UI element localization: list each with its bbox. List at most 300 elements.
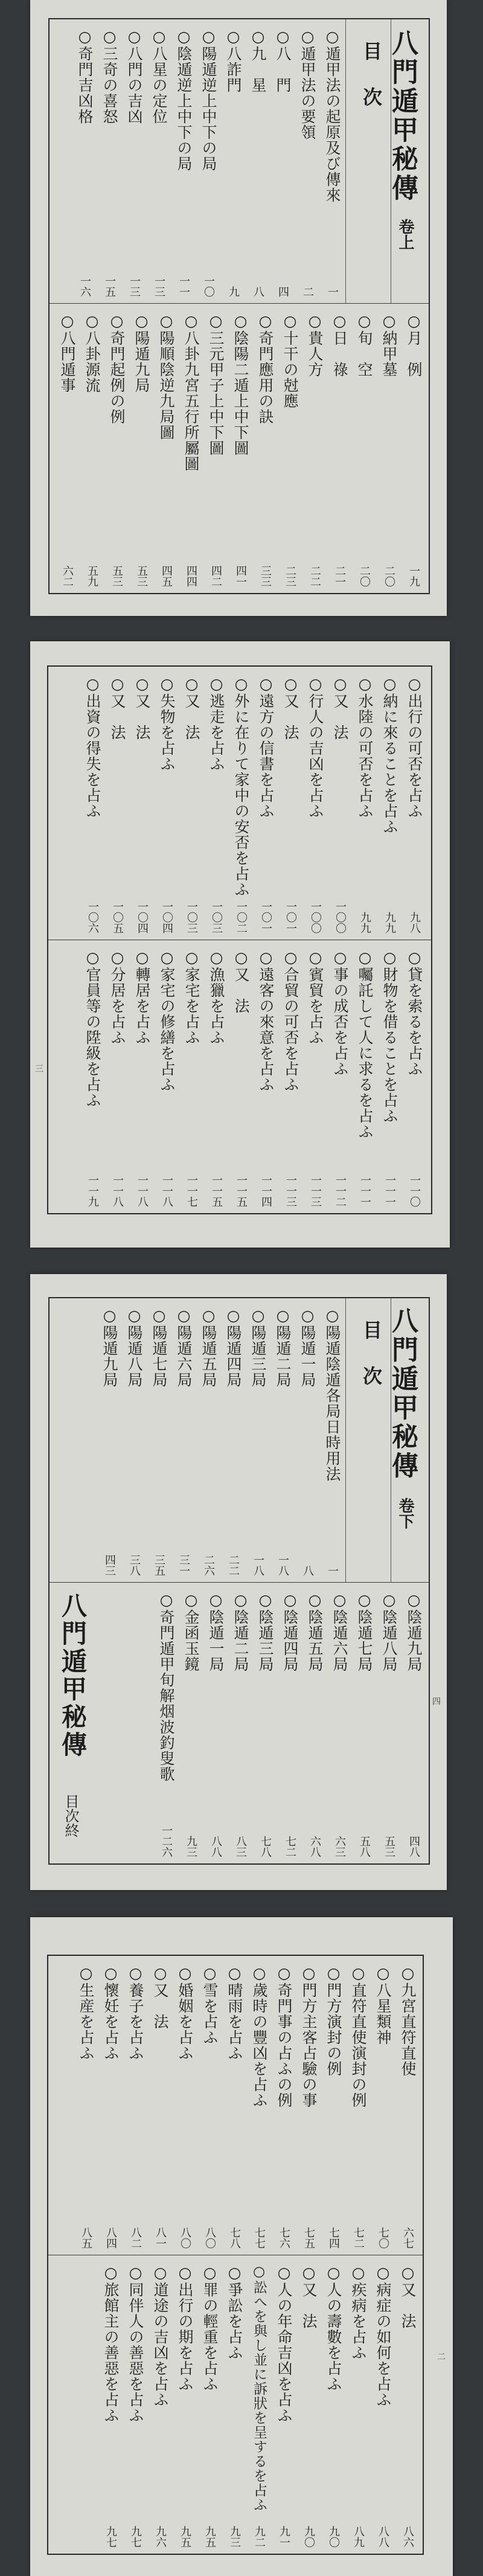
toc-entry-page: 一六 [78,275,91,297]
toc-entry-page: 七四 [327,2227,340,2249]
toc-entry-page: 九三 [185,1836,197,1857]
toc-entry-title: ○又 法 [282,675,299,740]
toc-entry-page: 八 [252,286,264,297]
toc-entry-page: 八〇 [179,2227,191,2249]
toc-entry-page: 三八 [128,1554,141,1576]
toc-entry [180,1583,202,1863]
toc-entry-page: 一三 [153,275,165,297]
toc-entry-page: 四 [277,286,289,297]
toc-entry-page: 一〇一 [260,901,272,934]
toc-entry [124,1956,146,2255]
toc-entry-page: 五三 [110,565,123,587]
toc-entry-title: ○直符直使演封の例 [350,1964,367,2108]
toc-entry-page: 四二 [210,565,222,587]
toc-entry-title: ○外に在りて家中の安否を占ふ [232,675,250,897]
toc-entry-page: 一一五 [235,1174,248,1207]
toc-entry [100,1956,121,2255]
toc-entry-title: ○陽遁九局 [101,1307,118,1388]
toc-entry-page: 一〇六 [86,901,99,934]
toc-entry-title: ○八星類神 [374,1964,392,2045]
lower-entries [48,2255,423,2554]
toc-entry [403,304,424,593]
toc-entry-title: ○出行の可否を占ふ [406,675,423,819]
toc-entry-page: 一〇四 [161,901,173,934]
toc-entry [199,2255,220,2554]
page-number: 四 [431,1697,441,1705]
toc-entry [347,1956,369,2255]
toc-entry [230,667,252,940]
toc-entry-title: ○訟へを與し並に訴狀を呈するを占ふ [251,2264,267,2512]
toc-frame [48,18,430,594]
toc-entry-page: 六二 [61,565,74,587]
toc-entry [397,2255,418,2554]
toc-entry-title: ○生産を占ふ [77,1964,95,2061]
toc-entry [82,940,103,1213]
toc-entry-page: 一〇三 [210,901,223,934]
toc-entry [247,1298,269,1582]
toc-entry-title: ○罪の輕重を占ふ [201,2264,219,2392]
lower-tier [50,1583,429,1863]
toc-entry [205,667,227,940]
toc-entry [248,1956,270,2255]
toc-entry-page: 八四 [104,2227,117,2249]
toc-entry-title: ○陽遁一局 [299,1307,316,1388]
toc-entry-title: ○八詐門 [225,28,242,93]
toc-entry [173,19,194,303]
toc-entry-title: ○陰遁二局 [232,1591,249,1672]
toc-entry-title: ○納に來ることを占ふ [381,675,398,835]
toc-entry-page: 一一四 [260,1174,272,1207]
toc-entry [304,1583,325,1863]
toc-entry-title: ○財物を借ることを占ふ [381,949,398,1124]
toc-entry-page: 一一〇 [408,1174,421,1207]
toc-entry-page: 四三 [103,1554,116,1576]
toc-entry-page: 七八 [228,2227,241,2249]
toc-entry [353,1583,375,1863]
toc-entry-page: 一一八 [136,1174,149,1207]
toc-entry-title: ○門方演封の例 [325,1964,342,2077]
toc-entry-title: ○家宅を占ふ [183,949,200,1045]
toc-entry [254,304,276,593]
toc-entry-title: ○貴人方 [306,312,324,377]
toc-entry-page: 七八 [259,1836,272,1857]
toc-entry-page: 一五 [103,275,116,297]
toc-entry-page: 一一七 [185,1174,198,1207]
toc-entry-page: 八一 [154,2227,167,2249]
toc-page-2 [30,641,450,1248]
toc-entry [98,1298,120,1582]
toc-entry-page: 一八 [277,1554,289,1576]
toc-entry-page: 九七 [104,2526,117,2548]
toc-entry [280,667,301,940]
toc-entry-page: 九九 [383,912,396,934]
toc-entry-title: ○出資の得失を占ふ [84,675,101,819]
toc-entry-page: 七七 [253,2227,266,2249]
toc-entry-title: ○同伴人の善惡を占ふ [127,2264,144,2423]
toc-entry [328,304,350,593]
toc-entry [222,19,244,303]
upper-entries [50,19,429,303]
toc-entry [378,304,400,593]
toc-entry-title: ○又 法 [183,675,200,740]
toc-entry-page: 一一一 [383,1174,396,1207]
toc-entry-page: 三三 [259,565,272,587]
toc-entry-title: ○雪を占ふ [201,1964,219,2045]
toc-entry-title: ○又 法 [152,1964,169,2030]
toc-entry-title: ○遁甲法の要領 [299,28,316,140]
toc-entry [273,1956,295,2255]
toc-entry-page: 九六 [154,2526,167,2548]
toc-entry [280,940,301,1213]
toc-entry [123,19,145,303]
toc-entry-page: 九九 [359,912,371,934]
toc-entry-title: ○陽順陰逆九局圖 [158,312,175,440]
toc-entry [372,2255,394,2554]
toc-entry-title: ○奇門事の占ふの例 [275,1964,293,2108]
toc-entry-page: 一〇 [202,275,215,297]
toc-entry-title: ○月 例 [405,312,423,377]
toc-entry [296,1298,318,1582]
toc-entry [223,2255,245,2554]
toc-entry-title: ○人の年命吉凶を占ふ [275,2264,293,2423]
toc-entry-page: 二〇 [358,565,371,587]
toc-entry [106,667,128,940]
toc-entry-title: ○陰遁一局 [207,1591,225,1672]
toc-entry-title: ○病症の如何を占ふ [374,2264,392,2408]
toc-entry-page: 九八 [408,912,421,934]
toc-entry-title: ○八星の定位 [150,28,168,124]
colophon-note: 目次終 [62,1794,79,1837]
toc-entry-title: ○九 星 [249,28,267,93]
toc-entry [397,1956,418,2255]
toc-entry-page: 七五 [302,2227,315,2249]
page-number: 二 [436,2352,446,2360]
toc-entry-page: 一一一 [359,1174,371,1207]
toc-entry [75,1956,97,2255]
toc-entry-page: 七〇 [377,2227,389,2249]
toc-entry-page: 一三 [128,275,141,297]
toc-entry-page: 八九 [352,2526,365,2548]
toc-entry-page: 二六 [202,1554,215,1576]
toc-entry-page: 二二 [227,1554,240,1576]
toc-entry-page: 七二 [284,1836,296,1857]
toc-entry [304,940,326,1213]
toc-entry-title: ○陰遁五局 [306,1591,324,1672]
toc-entry-page: 四一 [234,565,247,587]
toc-entry-title: ○又 法 [109,675,126,740]
toc-entry-page: 一一三 [309,1174,322,1207]
toc-entry [98,19,120,303]
toc-entry-page: 九七 [129,2526,142,2548]
toc-entry-title: ○婚姻を占ふ [176,1964,194,2061]
toc-entry-page: 一 [326,286,339,297]
toc-entry-title: ○九宮直符直使 [399,1964,417,2077]
toc-entry-page: 一一八 [161,1174,173,1207]
toc-entry-title: ○陽遁二局 [274,1307,292,1388]
toc-entry [304,304,325,593]
toc-entry-title: ○旅館主の善惡を占ふ [102,2264,120,2423]
toc-entry-title: ○陽遁五局 [200,1307,217,1388]
lower-entries [50,1583,429,1863]
toc-entry-page: 一二六 [160,1825,173,1857]
toc-entry [403,667,425,940]
toc-entry-page: 二三 [284,565,296,587]
toc-entry-title: ○三元甲子上中下圖 [207,312,225,456]
toc-entry-title: ○納甲墓 [380,312,398,377]
toc-entry-page: 五八 [358,1836,371,1857]
toc-entry [124,2255,146,2554]
toc-entry-page: 八五 [80,2227,92,2249]
toc-entry-title: ○又 法 [399,2264,417,2329]
toc-entry-page: 四八 [408,1836,420,1857]
toc-entry-title: ○三奇の喜怒 [101,28,118,124]
toc-entry [403,940,425,1213]
toc-entry-page: 六七 [401,2227,414,2249]
toc-entry-title: ○八卦源流 [83,312,101,393]
toc-entry [74,19,95,303]
toc-entry-title: ○陰遁逆上中下の局 [175,28,193,171]
toc-entry [123,1298,145,1582]
toc-entry-title: ○十干の尅應 [281,312,299,409]
toc-entry-page: 九五 [203,2526,216,2548]
toc-entry-page: 八八 [210,1836,222,1857]
toc-entry [403,1583,424,1863]
toc-entry-title: ○金函玉鏡 [182,1591,200,1672]
toc-entry [272,19,293,303]
upper-entries [50,1298,429,1582]
toc-entry-page: 七二 [352,2227,365,2249]
toc-entry-page: 二二 [309,565,321,587]
toc-entry-page: 一〇三 [185,901,198,934]
toc-entry-title: ○轉居を占ふ [133,949,151,1045]
toc-entry-page: 一〇四 [136,901,149,934]
toc-entry [181,940,202,1213]
volume-label: 卷上 [396,219,414,250]
toc-entry-page: 一一二 [334,1174,347,1207]
toc-entry-page: 五三 [135,565,148,587]
toc-entry-title: ○遁甲法の起原及び傳來 [324,28,341,203]
book-title: 八門遁甲秘傳 [387,1307,418,1481]
toc-entry [148,1298,170,1582]
toc-entry-title: ○奇門應用の訣 [257,312,274,425]
toc-entry [272,1298,293,1582]
toc-entry-page: 八二 [129,2227,142,2249]
toc-entry-title: ○奇門吉凶格 [76,28,94,124]
toc-entry [197,1298,219,1582]
toc-entry-title: ○八卦九宮五行所屬圖 [182,312,200,472]
toc-entry [155,304,177,593]
toc-entry-title: ○陽遁九局 [133,312,150,393]
toc-entry [304,667,326,940]
book-title: 八門遁甲秘傳 [387,29,418,203]
toc-entry [372,1956,394,2255]
toc-entry-page: 一〇〇 [334,901,347,934]
toc-entry [180,304,202,593]
toc-entry [353,304,375,593]
volume-label: 卷下 [396,1498,414,1529]
toc-entry [247,19,269,303]
toc-entry [155,1583,177,1863]
toc-entry-title: ○水陸の可否を占ふ [356,675,374,819]
toc-entry-title: ○囑託して人に求るを占ふ [356,949,374,1139]
toc-entry-title: ○官員等の陞級を占ふ [84,949,101,1108]
toc-entry-title: ○陽遁四局 [225,1307,242,1388]
toc-entry [321,19,343,303]
toc-entry-title: ○陰遁八局 [380,1591,398,1672]
toc-entry [100,2255,121,2554]
toc-entry-title: ○家宅の修繕を占ふ [158,949,176,1092]
upper-entries [48,1956,423,2255]
toc-entry-title: ○陰遁四局 [281,1591,299,1672]
toc-entry-title: ○合貿の可否を占ふ [282,949,299,1092]
toc-entry [156,667,178,940]
toc-entry-page: 四四 [185,565,197,587]
toc-entry [347,2255,369,2554]
toc-entry-page: 三一 [178,1554,190,1576]
colophon-title: 八門遁甲秘傳 [58,1592,88,1759]
toc-entry-page: 八〇 [203,2227,216,2249]
toc-entry [255,940,277,1213]
toc-entry-page: 八 [301,1565,314,1576]
toc-entry-page: 九二 [253,2526,266,2548]
toc-entry-page: 九〇 [302,2526,315,2548]
toc-entry-title: ○陰遁七局 [356,1591,373,1672]
toc-entry-title: ○奇門遁甲旬解烟波釣叟歌 [158,1591,175,1782]
lower-entries [50,304,429,593]
toc-entry [106,304,127,593]
toc-entry-page: 三五 [153,1554,165,1576]
toc-entry-title: ○陽遁六局 [175,1307,193,1388]
toc-entry-title: ○陰遁六局 [331,1591,348,1672]
toc-entry-title: ○歲時の豐凶を占ふ [251,1964,268,2108]
toc-entry-title: ○陽遁八局 [126,1307,143,1388]
toc-entry-page: 九三 [228,2526,241,2548]
toc-entry [131,940,153,1213]
toc-entry-title: ○事の成否を占ふ [331,949,349,1077]
toc-entry-title: ○分居を占ふ [109,949,126,1045]
toc-entry-page: 二一 [333,565,346,587]
toc-entry [81,304,103,593]
toc-entry [279,304,301,593]
toc-entry-page: 八三 [234,1836,247,1857]
toc-entry-title: ○奇門起例の例 [108,312,126,425]
toc-entry [199,1956,220,2255]
toc-entry-page: 一〇五 [111,901,124,934]
lower-tier [48,940,431,1213]
upper-tier [50,19,429,303]
toc-heading: 目 次 [360,1320,383,1389]
toc-entry-page: 一一五 [210,1174,223,1207]
toc-entry-title: ○懷妊を占ふ [102,1964,120,2061]
toc-entry-title: ○陽遁陰遁各局日時用法 [324,1307,341,1482]
toc-entry-page: 一 [326,1565,339,1576]
toc-entry [298,1956,319,2255]
toc-entry [328,1583,350,1863]
toc-frame [48,1297,430,1865]
toc-entry [222,1298,244,1582]
toc-entry-title: ○逃走を占ふ [208,675,225,772]
toc-entry-title: ○又 法 [331,675,349,740]
toc-entry [298,2255,319,2554]
toc-entry [255,667,277,940]
upper-tier [48,667,431,940]
toc-entry-title: ○貸を索るを占ふ [406,949,423,1077]
toc-entry-title: ○陰陽二遁上中下圖 [232,312,249,456]
toc-entry [173,1298,194,1582]
toc-entry-title: ○陽遁三局 [249,1307,267,1388]
toc-entry-title: ○八門遁事 [59,312,76,393]
toc-entry [354,667,376,940]
toc-entry-title: ○遠客の來意を占ふ [257,949,275,1092]
upper-tier [50,1298,429,1582]
toc-entry-page: 七六 [278,2227,290,2249]
upper-entries [48,667,431,940]
toc-entry-page: 五九 [86,565,98,587]
toc-entry-title: ○旬 空 [356,312,373,377]
toc-entry-title: ○陽遁逆上中下の局 [200,28,217,171]
toc-entry-title: ○爭訟を占ふ [226,2264,243,2360]
toc-entry [181,667,202,940]
toc-entry [379,667,400,940]
toc-page-3 [30,1274,447,1890]
toc-entry [197,19,219,303]
toc-entry-title: ○養子を占ふ [127,1964,144,2061]
toc-entry-title: ○道途の吉凶を占ふ [152,2264,169,2408]
toc-entry [205,304,226,593]
toc-entry [279,1583,301,1863]
toc-entry [329,940,351,1213]
toc-entry-title: ○又 法 [133,675,151,740]
toc-entry-page: 四五 [160,565,173,587]
toc-entry-title: ○八門の吉凶 [126,28,143,124]
toc-entry-title: ○門方主客占驗の事 [300,1964,318,2108]
toc-entry [174,2255,196,2554]
toc-entry [322,2255,344,2554]
toc-entry [131,667,153,940]
toc-heading: 目 次 [360,41,383,110]
toc-entry-page: 八八 [377,2526,389,2548]
toc-entry-page: 一〇〇 [309,901,322,934]
toc-entry [229,1583,251,1863]
upper-tier [48,1956,423,2255]
toc-entry-page: 九五 [179,2526,191,2548]
toc-entry [321,1298,343,1582]
toc-entry-page: 九一 [278,2526,290,2548]
toc-entry-page: 一一三 [284,1174,297,1207]
toc-entry [148,19,170,303]
toc-entry-page: 一〇一 [284,901,297,934]
lower-tier [48,2255,423,2554]
toc-entry [322,1956,344,2255]
toc-entry-page: 二〇 [383,565,395,587]
toc-entry-page: 五三 [383,1836,395,1857]
toc-entry [156,940,178,1213]
toc-entry [205,1583,226,1863]
toc-entry [254,1583,276,1863]
toc-entry-title: ○行人の吉凶を占ふ [307,675,324,819]
toc-entry-title: ○賓貿を占ふ [307,949,324,1045]
toc-entry-page: 一八 [252,1554,264,1576]
toc-entry [379,940,400,1213]
toc-entry [296,19,318,303]
toc-entry [230,940,252,1213]
toc-entry [174,1956,196,2255]
toc-entry-page: 一九 [408,565,420,587]
toc-entry-page: 二 [301,286,314,297]
toc-entry [56,304,78,593]
toc-page-1 [30,0,447,616]
toc-entry-title: ○漁獵を占ふ [208,949,225,1045]
